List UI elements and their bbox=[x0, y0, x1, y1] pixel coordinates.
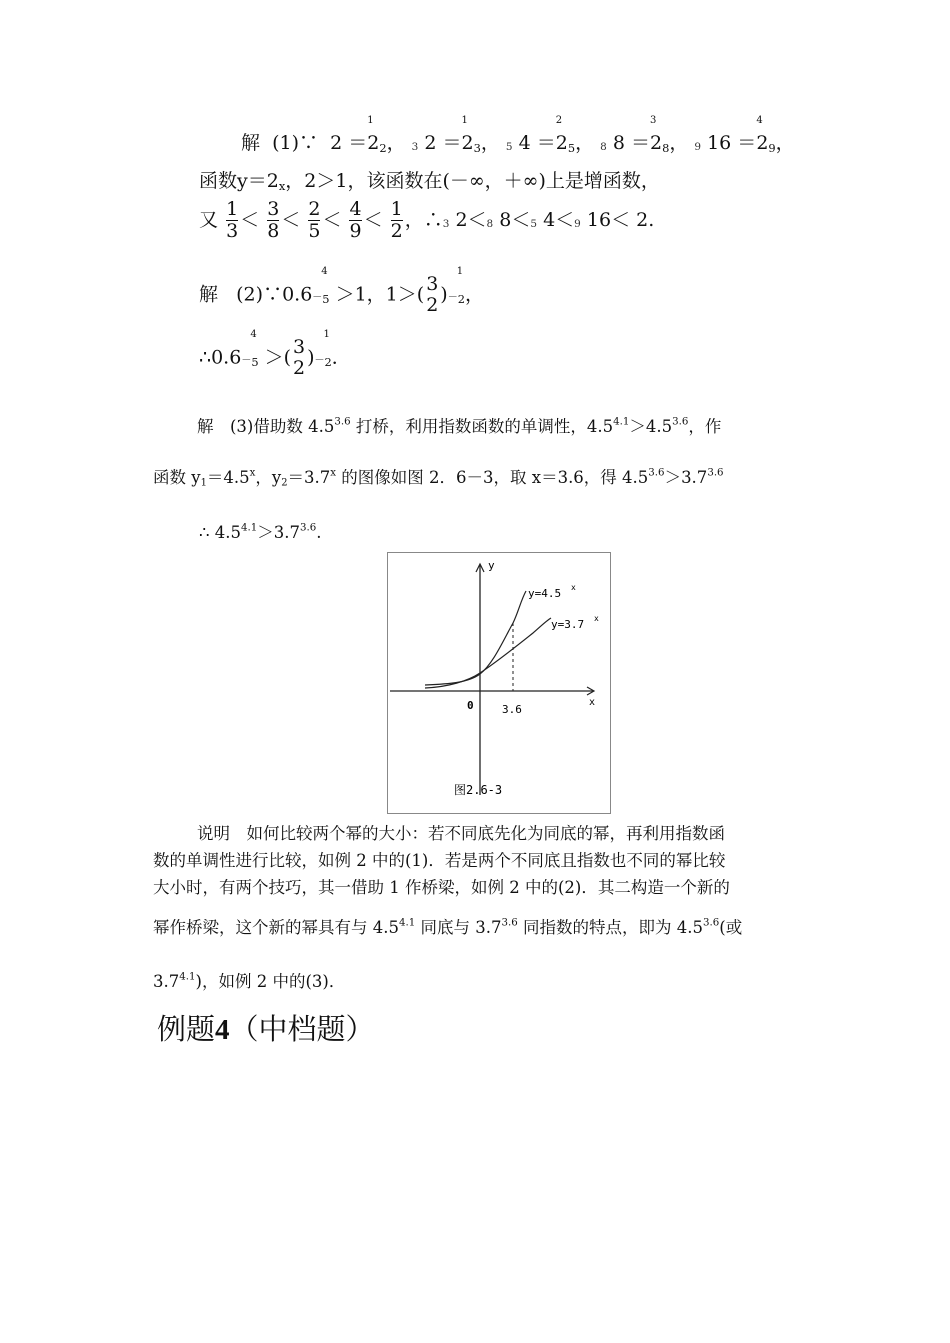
radicand: 4 bbox=[518, 132, 531, 154]
exponent bbox=[314, 329, 332, 370]
text: 打桥，利用指数函数的单调性，4.5 bbox=[350, 417, 614, 436]
heading-text: 例题 bbox=[157, 1012, 216, 1046]
radicand: 8 bbox=[499, 208, 512, 231]
text: 函数y＝2 bbox=[199, 170, 279, 192]
since-symbol: ∵ bbox=[299, 132, 319, 154]
exp-num: 3 bbox=[649, 115, 657, 126]
therefore-symbol: ，∴ bbox=[404, 208, 443, 231]
exp-den: 5 bbox=[567, 140, 576, 155]
exponent: 3.6 bbox=[648, 467, 665, 479]
power-term bbox=[555, 115, 576, 155]
power-base: 0.6 bbox=[211, 346, 242, 369]
text: ＞3.7 bbox=[257, 523, 300, 542]
x-axis-label: x bbox=[589, 697, 596, 708]
text: (或 bbox=[719, 918, 743, 937]
text: ，2＞1，该函数在(－∞，＋∞)上是增函数， bbox=[285, 170, 660, 192]
exponent: 3.6 bbox=[334, 416, 351, 428]
note-line2: 数的单调性进行比较，如例 2 中的(1)．若是两个不同底且指数也不同的幂比较 bbox=[153, 851, 726, 870]
note-line5 bbox=[153, 968, 345, 992]
power-base: 2 bbox=[649, 132, 663, 154]
root-index: 5 bbox=[505, 141, 513, 153]
exp-sign: － bbox=[241, 355, 252, 367]
text: ＞3.7 bbox=[664, 468, 708, 487]
fraction bbox=[267, 200, 279, 242]
y-axis-label: y bbox=[488, 559, 495, 572]
exponent: 3.6 bbox=[300, 522, 317, 534]
figure-exponential-graph bbox=[387, 552, 611, 814]
exp-num: 2 bbox=[555, 115, 563, 126]
exponent: 3.6 bbox=[501, 917, 518, 929]
text: 的图像如图 2．6－3，取 x＝3.6，得 4.5 bbox=[336, 468, 649, 487]
fraction bbox=[293, 338, 305, 379]
text: 同指数的特点，即为 4.5 bbox=[517, 918, 703, 937]
denominator: 2 bbox=[390, 219, 403, 242]
numerator: 3 bbox=[293, 336, 306, 358]
text: ＞1，1＞( bbox=[335, 283, 425, 306]
fraction bbox=[308, 200, 320, 242]
exp-den: 3 bbox=[473, 140, 481, 155]
root-index: 5 bbox=[530, 217, 538, 230]
numerator: 2 bbox=[308, 198, 321, 220]
numerator: 3 bbox=[267, 198, 280, 220]
numerator: 3 bbox=[426, 273, 439, 295]
text: . bbox=[316, 523, 322, 542]
fraction bbox=[426, 275, 438, 316]
solution2-line2 bbox=[199, 329, 351, 379]
exp-num: 4 bbox=[756, 115, 763, 126]
denominator: 2 bbox=[426, 293, 439, 316]
exp-sign: － bbox=[314, 355, 325, 367]
exp-den: 9 bbox=[768, 140, 776, 155]
root-index: 9 bbox=[574, 217, 581, 230]
exponent: 4.1 bbox=[399, 917, 416, 929]
tick-label-3-6: 3.6 bbox=[502, 703, 522, 716]
exponent: x bbox=[249, 467, 256, 479]
radicand: 8 bbox=[612, 132, 625, 154]
curve2-label-exp: x bbox=[594, 614, 599, 623]
power-base: 2 bbox=[756, 132, 769, 154]
exponent bbox=[312, 266, 330, 307]
text: ， bbox=[464, 283, 484, 306]
note-line1: 说明 如何比较两个幂的大小：若不同底先化为同底的幂，再利用指数函 bbox=[197, 824, 725, 843]
text: ＝3.7 bbox=[287, 468, 331, 487]
denominator: 9 bbox=[349, 219, 362, 242]
radicand: 16 bbox=[586, 208, 612, 231]
root-index: 8 bbox=[600, 141, 607, 153]
text: ＞4.5 bbox=[629, 417, 673, 436]
solution1-line1: 解 (1)∵ 2 ＝2 1 $_2$， 3 2 ＝2 1 $_3$， 5 4 ＝2 2 $_5$， 8 8 ＝2 3 $_8$， 9 16 ＝2 4 $_9$， bbox=[241, 115, 795, 155]
numerator: 1 bbox=[390, 198, 403, 220]
exponent: 3.6 bbox=[672, 416, 689, 428]
exponent: x bbox=[330, 467, 337, 479]
text: ＞( bbox=[264, 346, 292, 369]
since-symbol: ∵ bbox=[263, 283, 283, 306]
text: )，如例 2 中的(3)． bbox=[195, 972, 346, 991]
heading-number: 4 bbox=[215, 1014, 230, 1046]
fraction bbox=[349, 200, 361, 242]
root-index: 3 bbox=[442, 217, 450, 230]
text: ) bbox=[307, 346, 315, 369]
exponent: 3.6 bbox=[703, 917, 720, 929]
radicand: 2 bbox=[424, 132, 437, 154]
solution1-line2 bbox=[199, 166, 660, 193]
root-index: 9 bbox=[694, 141, 702, 153]
exp-num: 1 bbox=[323, 329, 330, 341]
power-base: 2 bbox=[555, 132, 568, 154]
power-base: 2 bbox=[461, 132, 474, 154]
radicand: 2 bbox=[636, 208, 649, 231]
solution2-prefix: 解 bbox=[199, 283, 219, 306]
exp-num: 4 bbox=[321, 266, 328, 278]
power-term bbox=[367, 115, 387, 155]
root-index: 3 bbox=[411, 141, 419, 153]
exponent bbox=[241, 329, 259, 370]
text: ∴ 4.5 bbox=[199, 523, 241, 542]
exponent: 4.1 bbox=[179, 971, 196, 983]
power-base: 0.6 bbox=[282, 283, 313, 306]
exponent: 3.6 bbox=[707, 467, 724, 479]
text: ，y bbox=[255, 468, 282, 487]
solution3-line2 bbox=[153, 464, 724, 488]
text: 同底与 3.7 bbox=[415, 918, 502, 937]
exp-num: 1 bbox=[456, 266, 464, 278]
numerator: 4 bbox=[349, 198, 362, 220]
origin-label: 0 bbox=[467, 699, 474, 712]
exponent: x bbox=[278, 178, 286, 193]
example-heading bbox=[157, 1007, 375, 1048]
exp-den: 2 bbox=[457, 292, 465, 307]
radicand: 16 bbox=[707, 132, 732, 154]
power-base: 2 bbox=[367, 132, 380, 154]
exponent: 4.1 bbox=[613, 416, 630, 428]
exp-num: 4 bbox=[250, 329, 257, 341]
text: 函数 y bbox=[153, 468, 201, 487]
text: ． bbox=[331, 346, 351, 369]
curve2-label: y=3.7 bbox=[551, 618, 585, 631]
solution1-part: (1) bbox=[272, 132, 300, 154]
exp-den: 5 bbox=[322, 292, 330, 307]
solution1-prefix: 解 bbox=[241, 132, 261, 154]
solution3-line1 bbox=[197, 413, 721, 437]
heading-text: （中档题） bbox=[229, 1012, 375, 1046]
graph-svg bbox=[388, 553, 612, 815]
exponent bbox=[447, 266, 465, 307]
solution2-part: (2) bbox=[236, 283, 264, 306]
curve-4-5-x bbox=[425, 591, 526, 685]
text: 3.7 bbox=[153, 972, 180, 991]
curve-3-7-x bbox=[425, 618, 551, 688]
text: 解 (3)借助数 4.5 bbox=[197, 417, 335, 436]
exp-num: 1 bbox=[461, 115, 468, 126]
exp-num: 1 bbox=[367, 115, 374, 126]
denominator: 3 bbox=[226, 219, 239, 242]
solution3-line3 bbox=[199, 519, 322, 543]
exp-den: 5 bbox=[251, 355, 259, 370]
text: ) bbox=[440, 283, 448, 306]
text: ＝4.5 bbox=[206, 468, 250, 487]
radicand: 2 bbox=[455, 208, 468, 231]
exp-den: 2 bbox=[324, 355, 332, 370]
curve1-label: y=4.5 bbox=[528, 587, 562, 600]
subscript: 2 bbox=[281, 477, 288, 489]
solution2-line1 bbox=[199, 266, 484, 316]
radicand: 2 bbox=[330, 132, 343, 154]
curve1-label-exp: x bbox=[571, 583, 576, 592]
power-term bbox=[461, 115, 481, 155]
subscript: 1 bbox=[200, 477, 207, 489]
exponent: 4.1 bbox=[240, 522, 258, 534]
numerator: 1 bbox=[226, 198, 239, 220]
text: 又 bbox=[199, 208, 219, 231]
text: 幂作桥梁，这个新的幂具有与 4.5 bbox=[153, 918, 399, 937]
exp-sign: － bbox=[312, 292, 323, 304]
denominator: 2 bbox=[293, 356, 306, 379]
note-line3: 大小时，有两个技巧，其一借助 1 作桥梁，如例 2 中的(2)．其二构造一个新的 bbox=[153, 878, 730, 897]
figure-caption: 图2.6-3 bbox=[454, 783, 503, 797]
therefore-symbol: ∴ bbox=[199, 346, 212, 369]
radicand: 4 bbox=[543, 208, 556, 231]
denominator: 8 bbox=[267, 219, 280, 242]
fraction bbox=[391, 200, 403, 242]
power-term bbox=[649, 115, 670, 155]
exp-den: 2 bbox=[379, 140, 387, 155]
exp-den: 8 bbox=[662, 140, 670, 155]
note-line4 bbox=[153, 914, 742, 938]
text: ，作 bbox=[688, 417, 722, 436]
fraction bbox=[226, 200, 238, 242]
exp-sign: － bbox=[447, 292, 458, 304]
root-index: 8 bbox=[486, 217, 494, 230]
denominator: 5 bbox=[308, 219, 321, 242]
power-term bbox=[756, 115, 776, 155]
solution1-line3: 又 $\frac{1}{3}$ ＜ $\frac{3}{8}$ ＜ $\frac{2}{5}$ ＜ $\frac{4}{9}$ ＜ $\frac{1}{2}$ ，∴3 2＜8 8＜5 4＜9 16＜ 2. bbox=[199, 198, 655, 242]
